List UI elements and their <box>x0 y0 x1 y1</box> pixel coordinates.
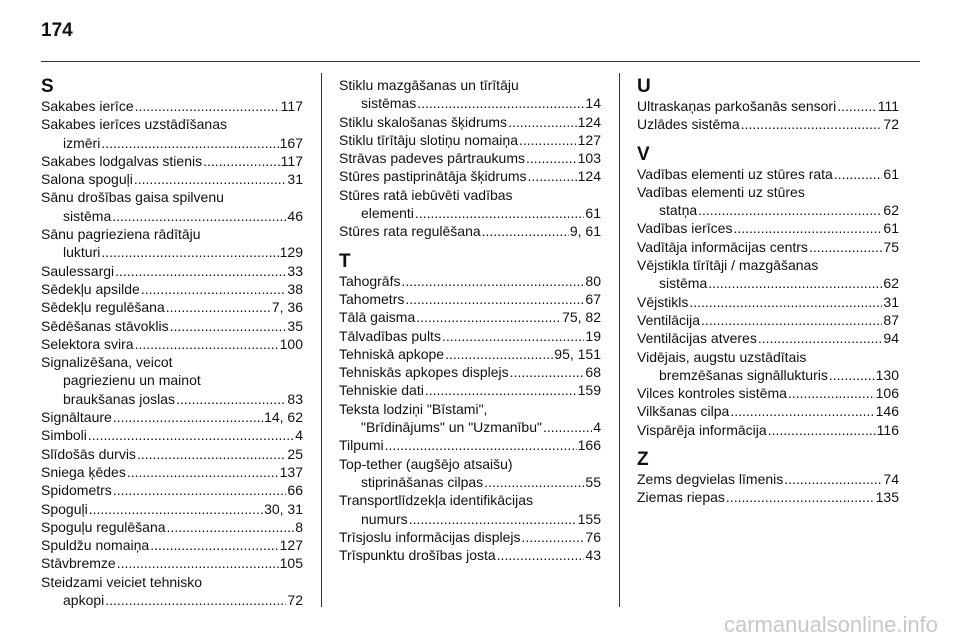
dot-leader <box>112 207 286 225</box>
index-entry[interactable] <box>339 113 601 131</box>
index-entry[interactable] <box>41 298 303 316</box>
entry-page-ref[interactable]: 14, 62 <box>264 409 303 426</box>
dot-leader <box>730 402 874 420</box>
entry-text: Stūres ratā iebūvēti vadības <box>339 186 513 203</box>
entry-page-ref[interactable]: 62 <box>883 275 899 292</box>
dot-leader <box>519 131 577 149</box>
dot-leader <box>115 262 286 280</box>
entry-text: Teksta lodziņi "Bīstami", <box>339 400 488 417</box>
entry-page-ref[interactable]: 111 <box>877 98 899 114</box>
entry-text: Strāvas padeves pārtraukums <box>339 150 525 167</box>
index-entry[interactable] <box>339 290 601 308</box>
dot-leader <box>105 591 286 609</box>
index-entry[interactable] <box>637 488 899 506</box>
index-entry[interactable] <box>41 500 303 518</box>
dot-leader <box>526 149 577 167</box>
entry-page-ref[interactable]: 67 <box>585 290 601 307</box>
index-entry[interactable] <box>339 436 601 454</box>
entry-text: Spoguļu regulēšana <box>41 518 166 535</box>
index-entry[interactable] <box>637 238 899 256</box>
entry-page-ref[interactable]: 66 <box>287 482 303 499</box>
entry-text: sistēma <box>659 275 708 292</box>
column-divider-1 <box>321 73 322 607</box>
entry-page-ref[interactable]: 80 <box>585 272 601 289</box>
entry-page-ref[interactable]: 124 <box>577 113 601 130</box>
entry-text: Spuldžu nomaiņa <box>41 537 150 554</box>
dot-leader <box>203 152 280 170</box>
dot-leader <box>510 363 585 381</box>
entry-text: Ventilācijas atveres <box>637 330 757 347</box>
dot-leader <box>176 390 286 408</box>
dot-leader <box>113 481 287 499</box>
entry-text: Stūres rata regulēšana <box>339 223 481 240</box>
entry-text: Sēdēšanas stāvoklis <box>41 317 169 334</box>
index-entry[interactable] <box>339 149 601 167</box>
index-entry[interactable] <box>637 329 899 347</box>
dot-leader <box>689 293 882 311</box>
index-entry[interactable] <box>41 408 303 426</box>
entry-page-ref[interactable]: 4 <box>593 419 601 436</box>
dot-leader <box>497 546 585 564</box>
entry-page-ref[interactable]: 127 <box>577 131 601 148</box>
entry-text: Sānu pagrieziena rādītāju <box>41 226 201 243</box>
entry-text: Sēdekļu apsilde <box>41 280 140 297</box>
entry-text: sistēma <box>63 207 112 224</box>
dot-leader <box>829 366 875 384</box>
index-entry[interactable] <box>637 165 899 183</box>
index-entry[interactable] <box>637 97 899 115</box>
entry-page-ref[interactable]: 61 <box>585 205 601 222</box>
entry-text: bremzēšanas signāllukturis <box>659 366 828 383</box>
dot-leader <box>701 311 882 329</box>
entry-page-ref[interactable]: 72 <box>287 592 303 609</box>
entry-text: Steidzami veiciet tehnisko <box>41 573 203 590</box>
entry-page-ref[interactable]: 30, 31 <box>264 500 303 517</box>
entry-text: Sānu drošības gaisa spilvenu <box>41 189 224 206</box>
entry-text: Sēdekļu regulēšana <box>41 299 165 316</box>
dot-leader <box>726 488 875 506</box>
entry-text: Tālvadības pults <box>339 327 441 344</box>
dot-leader <box>416 308 561 326</box>
entry-page-ref[interactable]: 75 <box>883 238 899 255</box>
entry-page-ref[interactable]: 83 <box>287 390 303 407</box>
entry-page-ref[interactable]: 19 <box>585 327 601 344</box>
entry-page-ref[interactable]: 31 <box>883 293 899 310</box>
section-letter: U <box>637 76 651 97</box>
index-entry[interactable] <box>41 463 303 481</box>
entry-text: Vadības elementi uz stūres rata <box>637 165 833 182</box>
index-entry[interactable] <box>637 470 899 488</box>
index-entry[interactable] <box>637 384 899 402</box>
index-column-3 <box>637 76 899 507</box>
entry-page-ref[interactable]: 130 <box>875 366 899 383</box>
index-entry[interactable] <box>339 327 601 345</box>
index-entry[interactable] <box>339 528 601 546</box>
entry-text: Top-tether (augšējo atsaišu) <box>339 455 513 472</box>
entry-page-ref[interactable]: 31 <box>287 171 303 188</box>
dot-leader <box>167 518 295 536</box>
index-entry[interactable] <box>41 445 303 463</box>
dot-leader <box>484 473 584 491</box>
dot-leader <box>101 134 278 152</box>
index-entry[interactable] <box>637 256 899 293</box>
dot-leader <box>409 510 577 528</box>
entry-text: Tehniskā apkope <box>339 345 445 362</box>
entry-page-ref[interactable]: 117 <box>280 98 303 114</box>
entry-page-ref[interactable]: 106 <box>875 385 899 402</box>
entry-text: Vadītāja informācijas centrs <box>637 238 808 255</box>
index-entry[interactable] <box>41 573 303 610</box>
dot-leader <box>127 463 279 481</box>
index-entry[interactable] <box>41 225 303 262</box>
page-number: 174 <box>41 20 73 41</box>
index-entry[interactable] <box>41 97 303 115</box>
section-letter: V <box>637 143 650 165</box>
entry-page-ref[interactable]: 117 <box>280 152 303 169</box>
index-entry[interactable] <box>339 167 601 185</box>
entry-text: Vadības ierīces <box>637 220 733 237</box>
dot-leader <box>528 167 577 185</box>
entry-page-ref[interactable]: 75, 82 <box>562 309 601 326</box>
dot-leader <box>134 170 287 188</box>
dot-leader <box>837 97 877 115</box>
index-entry[interactable] <box>41 536 303 554</box>
entry-text: Signalizēšana, veicot <box>41 354 173 371</box>
entry-text: Tahogrāfs <box>339 272 401 289</box>
index-entry[interactable] <box>339 363 601 381</box>
dot-leader <box>698 201 882 219</box>
entry-page-ref[interactable]: 159 <box>577 382 601 399</box>
entry-page-ref[interactable]: 43 <box>585 547 601 564</box>
entry-page-ref[interactable]: 38 <box>287 280 303 297</box>
dot-leader <box>482 222 569 240</box>
entry-page-ref[interactable]: 8 <box>295 518 303 535</box>
entry-text: numurs <box>361 510 408 527</box>
entry-text: Tālā gaisma <box>339 309 416 326</box>
entry-page-ref[interactable]: 25 <box>287 445 303 462</box>
entry-page-ref[interactable]: 137 <box>279 463 303 480</box>
section-letter: Z <box>637 449 649 471</box>
entry-page-ref[interactable]: 166 <box>577 437 601 454</box>
index-entry[interactable] <box>41 280 303 298</box>
entry-page-ref[interactable]: 95, 151 <box>554 345 601 362</box>
entry-text: Trīspunktu drošības josta <box>339 547 496 564</box>
entry-text: Vējstikla tīrītāji / mazgāšanas <box>637 257 819 274</box>
dot-leader <box>170 317 287 335</box>
entry-page-ref[interactable]: 87 <box>883 311 899 328</box>
dot-leader <box>401 272 584 290</box>
entry-text: Stiklu mazgāšanas un tīrītāju <box>339 77 519 93</box>
entry-text: Sakabes ierīces uzstādīšanas <box>41 116 227 133</box>
dot-leader <box>834 165 883 183</box>
index-entry[interactable] <box>41 115 303 152</box>
index-entry[interactable] <box>41 188 303 225</box>
entry-text: Vadības elementi uz stūres <box>637 183 805 200</box>
dot-leader <box>741 115 883 133</box>
index-entry[interactable] <box>637 183 899 220</box>
index-entry[interactable] <box>339 272 601 290</box>
index-entry[interactable] <box>339 308 601 326</box>
index-column-2 <box>339 76 601 564</box>
dot-leader <box>708 274 882 292</box>
dot-leader <box>385 436 577 454</box>
entry-page-ref[interactable]: 62 <box>883 202 899 219</box>
index-column-1 <box>41 76 303 609</box>
entry-page-ref[interactable]: 61 <box>883 220 899 237</box>
index-entry[interactable] <box>339 546 601 564</box>
entry-page-ref[interactable]: 72 <box>883 116 899 133</box>
dot-leader <box>425 381 577 399</box>
entry-text: Sniega ķēdes <box>41 463 126 480</box>
entry-text: "Brīdinājums" un "Uzmanību" <box>361 419 542 436</box>
entry-text: braukšanas joslas <box>63 390 176 407</box>
entry-text: Sakabes lodgalvas stienis <box>41 152 203 169</box>
entry-page-ref[interactable]: 100 <box>279 335 303 352</box>
dot-leader <box>445 345 553 363</box>
dot-leader <box>135 97 280 115</box>
entry-text: Transportlīdzekļa identifikācijas <box>339 492 534 509</box>
section-letter: S <box>41 76 54 97</box>
dot-leader <box>137 445 286 463</box>
entry-text: Ultraskaņas parkošanās sensori <box>637 98 837 114</box>
entry-text: Stūres pastiprinātāja šķidrums <box>339 168 527 185</box>
entry-page-ref[interactable]: 7, 36 <box>271 299 303 316</box>
dot-leader <box>788 384 875 402</box>
index-entry[interactable] <box>41 170 303 188</box>
entry-text: Selektora svira <box>41 335 134 352</box>
index-entry[interactable] <box>637 348 899 385</box>
entry-text: Tahometrs <box>339 290 405 307</box>
index-entry[interactable] <box>637 402 899 420</box>
dot-leader <box>522 528 585 546</box>
entry-page-ref[interactable]: 167 <box>279 134 303 151</box>
entry-page-ref[interactable]: 74 <box>883 471 899 488</box>
dot-leader <box>508 113 577 131</box>
entry-page-ref[interactable]: 33 <box>287 262 303 279</box>
index-entry[interactable] <box>339 491 601 528</box>
index-entry[interactable] <box>339 400 601 437</box>
entry-page-ref[interactable]: 68 <box>585 364 601 381</box>
entry-text: Spidometrs <box>41 482 112 499</box>
entry-page-ref[interactable]: 146 <box>875 403 899 420</box>
index-entry[interactable] <box>41 262 303 280</box>
entry-page-ref[interactable]: 127 <box>279 537 303 554</box>
dot-leader <box>809 238 882 256</box>
entry-text: apkopi <box>63 592 105 609</box>
index-entry[interactable] <box>41 481 303 499</box>
entry-text: Trīsjoslu informācijas displejs <box>339 528 521 545</box>
entry-text: Spoguļi <box>41 500 88 517</box>
watermark: carmanualsonline.info <box>723 612 938 637</box>
dot-leader <box>89 500 263 518</box>
entry-page-ref[interactable]: 105 <box>279 555 303 572</box>
entry-text: lukturi <box>63 244 101 261</box>
entry-text: Sakabes ierīce <box>41 98 134 114</box>
entry-text: Zems degvielas līmenis <box>637 471 784 488</box>
index-entry[interactable] <box>637 115 899 133</box>
index-entry[interactable] <box>339 76 601 113</box>
dot-leader <box>117 554 279 572</box>
index-entry[interactable] <box>41 317 303 335</box>
dot-leader <box>733 219 882 237</box>
dot-leader <box>758 329 883 347</box>
index-entry[interactable] <box>41 152 303 170</box>
entry-text: Salona spoguļi <box>41 171 133 188</box>
dot-leader <box>88 426 294 444</box>
entry-text: statņa <box>659 202 698 219</box>
entry-text: pagriezienu un mainot <box>63 372 201 389</box>
dot-leader <box>113 408 263 426</box>
index-entry[interactable] <box>41 518 303 536</box>
entry-text: Tehniskie dati <box>339 382 424 399</box>
index-entry[interactable] <box>339 345 601 363</box>
dot-leader <box>768 421 876 439</box>
entry-page-ref[interactable]: 135 <box>875 489 899 506</box>
entry-text: Vispārēja informācija <box>637 421 767 438</box>
index-entry[interactable] <box>339 455 601 492</box>
entry-text: Simboli <box>41 427 87 444</box>
column-divider-2 <box>619 73 620 607</box>
entry-text: Ziemas riepas <box>637 489 725 506</box>
entry-text: Saulessargi <box>41 262 115 279</box>
dot-leader <box>417 94 584 112</box>
entry-page-ref[interactable]: 129 <box>279 244 303 261</box>
index-entry[interactable] <box>41 426 303 444</box>
index-entry[interactable] <box>339 222 601 240</box>
index-entry[interactable] <box>41 353 303 408</box>
index-entry[interactable] <box>339 381 601 399</box>
entry-page-ref[interactable]: 46 <box>287 207 303 224</box>
entry-text: Vējstikls <box>637 293 689 310</box>
dot-leader <box>135 335 279 353</box>
entry-text: Stiklu skalošanas šķidrums <box>339 113 508 130</box>
index-entry[interactable] <box>637 311 899 329</box>
entry-page-ref[interactable]: 55 <box>585 473 601 490</box>
entry-page-ref[interactable]: 94 <box>883 330 899 347</box>
header-rule <box>41 61 920 62</box>
dot-leader <box>784 470 882 488</box>
index-entry[interactable] <box>339 131 601 149</box>
entry-text: Slīdošās durvis <box>41 445 136 462</box>
index-entry[interactable] <box>41 554 303 572</box>
dot-leader <box>543 418 592 436</box>
index-entry[interactable] <box>637 421 899 439</box>
entry-page-ref[interactable]: 35 <box>287 317 303 334</box>
entry-text: Tehniskās apkopes displejs <box>339 364 509 381</box>
entry-page-ref[interactable]: 103 <box>577 150 601 167</box>
dot-leader <box>415 204 585 222</box>
entry-text: Ventilācija <box>637 311 701 328</box>
entry-text: Vidējais, augstu uzstādītais <box>637 348 807 365</box>
entry-page-ref[interactable]: 124 <box>577 168 601 185</box>
dot-leader <box>405 290 584 308</box>
entry-page-ref[interactable]: 116 <box>876 421 899 438</box>
entry-page-ref[interactable]: 61 <box>883 165 899 182</box>
entry-text: Uzlādes sistēma <box>637 116 740 133</box>
index-entry[interactable] <box>637 219 899 237</box>
entry-text: sistēmas <box>361 95 417 112</box>
entry-text: Vilkšanas cilpa <box>637 403 730 420</box>
entry-text: Stiklu tīrītāju slotiņu nomaiņa <box>339 131 518 148</box>
entry-page-ref[interactable]: 14 <box>585 95 601 112</box>
dot-leader <box>442 327 584 345</box>
entry-page-ref[interactable]: 155 <box>577 510 601 527</box>
dot-leader <box>101 243 278 261</box>
section-letter: T <box>339 250 351 272</box>
entry-text: Signāltaure <box>41 409 112 426</box>
entry-page-ref[interactable]: 4 <box>295 427 303 444</box>
entry-page-ref[interactable]: 9, 61 <box>569 223 601 240</box>
entry-text: stiprināšanas cilpas <box>361 473 484 490</box>
index-entry[interactable] <box>339 186 601 223</box>
dot-leader <box>150 536 278 554</box>
index-entry[interactable] <box>637 293 899 311</box>
dot-leader <box>166 298 271 316</box>
dot-leader <box>141 280 287 298</box>
entry-text: Vilces kontroles sistēma <box>637 385 787 402</box>
index-entry[interactable] <box>41 335 303 353</box>
entry-text: Stāvbremze <box>41 555 116 572</box>
entry-text: elementi <box>361 205 414 222</box>
entry-text: izmēri <box>63 134 101 151</box>
entry-text: Tilpumi <box>339 437 384 454</box>
entry-page-ref[interactable]: 76 <box>585 528 601 545</box>
